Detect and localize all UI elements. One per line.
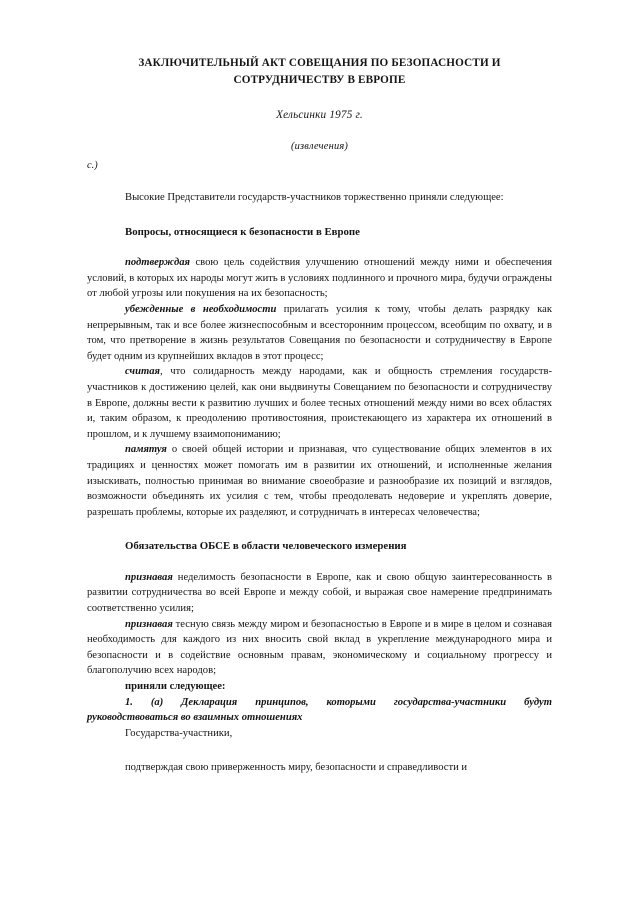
participating-states-line: Государства-участники, <box>125 727 233 739</box>
paragraph-schitaya-text: , что солидарность между народами, как и общность стремления государств-участников к достижению целей, как они выдвинуты Совещанием по безопасности и сотрудничеству в Европе, должны вести к развитию лучших и более тесных отношений между ними во всех областях и, таким образом, к преодолению противостояния, проистекающего из характера их отношений в прошлом, и к лучшему взаимопониманию; <box>87 366 552 440</box>
intro-paragraph: Высокие Представители государств-участников торжественно приняли следующее: <box>125 192 504 203</box>
paragraph-schitaya <box>87 364 552 442</box>
paragraph-priznavaya-2 <box>87 617 552 679</box>
section-heading-human-dimension: Обязательства ОБСЕ в области человеческого измерения <box>125 540 407 553</box>
paragraph-podtverzhdaya <box>87 255 552 302</box>
paragraph-podtverzhdaya-text: свою цель содействия улучшению отношений между ними и обеспечения условий, в которых их народы могут жить в условиях подлинного и прочного мира, будучи ограждены от любой угрозы или покушения на их безопасность; <box>87 257 552 300</box>
paragraph-ubezhdennye-text: прилагать усилия к тому, чтобы делать разрядку как непрерывным, так и все более жизнеспособным и всесторонним процессом, всеобщим по охвату, и в том, что претворение в жизнь результатов Совещания по безопасности и сотрудничеству в Европе будет одним из крупнейших вкладов в этот процесс; <box>87 303 553 362</box>
excerpt-note: (извлечения) <box>290 141 349 152</box>
paragraph-priznavaya-1-text: неделимость безопасности в Европе, как и свою общую заинтересованность в развитии сотрудничества во всей Европе и между собой, и выражая свое намерение предпринимать соответственно усилия; <box>87 571 552 615</box>
lead-word-pamyatuya: памятуя <box>125 444 167 456</box>
lead-word-podtverzhdaya: подтверждая <box>125 257 190 269</box>
page-title <box>87 55 552 89</box>
item-1a-declaration: 1. (а) Декларация принципов, которыми государства-участники будут руководствоваться во взаимных отношениях <box>87 696 552 724</box>
lead-word-priznavaya-1: признавая <box>125 571 173 583</box>
accepted-following-line: приняли следующее: <box>125 681 226 693</box>
lead-word-priznavaya-2: признавая <box>125 618 173 630</box>
section-heading-security: Вопросы, относящиеся к безопасности в Европе <box>125 225 360 238</box>
lead-word-ubezhdennye: убежденные в необходимости <box>125 303 277 315</box>
closing-paragraph: подтверждая свою приверженность миру, безопасности и справедливости и <box>125 762 468 774</box>
paragraph-pamyatuya <box>87 442 552 520</box>
title-line-1: ЗАКЛЮЧИТЕЛЬНЫЙ АКТ СОВЕЩАНИЯ ПО БЕЗОПАСНОСТИ И <box>138 57 501 69</box>
lead-word-schitaya: считая <box>125 366 161 378</box>
page-marker: с.) <box>87 160 98 171</box>
title-line-2: СОТРУДНИЧЕСТВУ В ЕВРОПЕ <box>233 74 406 86</box>
paragraph-priznavaya-1 <box>87 570 552 617</box>
paragraph-priznavaya-2-text: тесную связь между миром и безопасностью в Европе и в мире в целом и сознавая необходимость для каждого из них вносить свой вклад в укрепление международного мира и безопасности и в содействие основным правам, экономическому и социальному прогрессу и благополучию всех народов; <box>87 618 552 677</box>
paragraph-pamyatuya-text: о своей общей истории и признавая, что существование общих элементов в их традициях и ценностях может помогать им в развитии их отношений, и исполненные желания изыскивать, полностью принимая во внимание своеобразие и разнообразие их позиций и взглядов, возможности объединять их усилия с тем, чтобы преодолевать недоверие и укреплять доверие, разрешать проблемы, которые их разделяют, и сотрудничать в интересах человечества; <box>87 444 552 518</box>
place-and-year: Хельсинки 1975 г. <box>276 109 363 121</box>
paragraph-ubezhdennye <box>87 302 552 364</box>
